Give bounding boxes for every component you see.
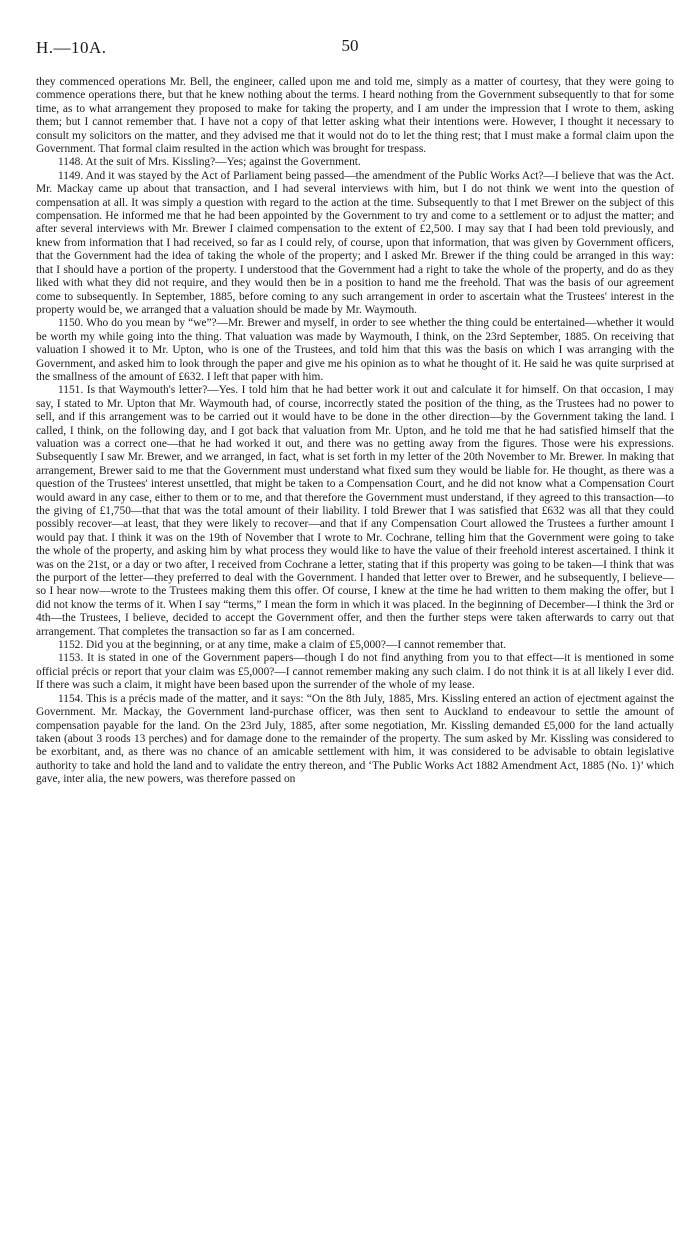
page-header: [36, 38, 664, 64]
paragraph-continuation: they commenced operations Mr. Bell, the engineer, called upon me and told me, simply as a matter of courtesy, that they were going to commence operations there, but that he knew nothing about the terms. I heard nothing from the Government subsequently to that for some time, as to what arrangement they proposed to make for taking the property, and I am under the impression that I wrote to them, asking them; but I cannot remember that. I have not a copy of that letter asking what their intentions were. However, I thought it necessary to consult my solicitors on the matter, and they advised me that it would not do to let the thing rest; that I must make a formal claim upon the Government. That formal claim resulted in the action which was brought for trespass.: [36, 76, 674, 156]
paragraph-1154: 1154. This is a précis made of the matter, and it says: “On the 8th July, 1885, Mrs. Kissling entered an action of ejectment against the Government. Mr. Mackay, the Government land-purchase officer, was then sent to Auckland to endeavour to settle the amount of compensation payable for the land. On the 23rd July, 1885, after some negotiation, Mr. Kissling demanded £5,000 for the land actually taken (about 3 roods 13 perches) and for damage done to the remainder of the property. The sum asked by Mr. Kissling was considered to be exorbitant, and, as there was no chance of an amicable settlement with him, it was considered to be advisable to obtain legislative authority to take and hold the land and to validate the entry thereon, and ‘The Public Works Act 1882 Amendment Act, 1885 (No. 1)’ which gave, inter alia, the new powers, was therefore passed on: [36, 692, 674, 786]
document-reference: H.—10A.: [36, 38, 107, 57]
document-body: [36, 76, 674, 787]
paragraph-1152: 1152. Did you at the beginning, or at any time, make a claim of £5,000?—I cannot remember that.: [58, 639, 507, 652]
page-number: 50: [341, 36, 359, 55]
paragraph-1153: 1153. It is stated in one of the Government papers—though I do not find anything from you to that effect—it is mentioned in some official précis or report that your claim was £5,000?—I cannot remember making any such claim. I do not think it is at all likely I ever did. If there was such a claim, it might have been based upon the surrender of the whole of my lease.: [36, 652, 674, 692]
paragraph-1150: 1150. Who do you mean by “we”?—Mr. Brewer and myself, in order to see whether the thing could be entertained—whether it would be worth my while going into the thing. That valuation was made by Waymouth, I think, on the 23rd September, 1885. On receiving that valuation I showed it to Mr. Upton, who is one of the Trustees, and told him that this was the basis on which I was arranging with the Government, and asked him to look through the paper and give me his opinion as to what he thought of it. He said he was quite surprised at the smallness of the amount of £632. I left that paper with him.: [36, 317, 674, 383]
paragraph-1148: 1148. At the suit of Mrs. Kissling?—Yes; against the Government.: [58, 156, 361, 169]
paragraph-1151: 1151. Is that Waymouth's letter?—Yes. I told him that he had better work it out and calculate it for himself. On that occasion, I may say, I stated to Mr. Upton that Mr. Waymouth had, of course, incorrectly stated the position of the thing, as the Trustees had no power to sell, and if this arrangement was to be carried out it would have to be done in the other direction—by the Government taking the land. I called, I think, on the following day, and I got back that valuation from Mr. Upton, and he told me that he had satisfied himself that the valuation was a correct one—that he had worked it out, and there was no getting away from the figures. Those were his expressions. Subsequently I saw Mr. Brewer, and we arranged, in fact, what is set forth in my letter of the 20th November to Mr. Brewer. In making that arrangement, Brewer said to me that the Government must understand what fixed sum they would be liable for. He thought, as there was a question of the Trustees' interest unsettled, that might be taken to a Compensation Court, and he did not know what a Compensation Court would award in any case, either to them or to me, and that therefore the Government must understand, if they agreed to this transaction—to the giving of £1,750—that that was the total amount of their liability. I told Brewer that I was satisfied that £632 was all that they could possibly recover—at least, that they were likely to recover—and that if any Compensation Court allowed the Trustees a further amount I would pay that. I think it was on the 19th of November that I wrote to Mr. Cochrane, telling him that the Government were going to take the whole of the property, and asking him by what process they would like to have the value of their freehold interest ascertained. I think it was on the 21st, or a day or two after, I received from Cochrane a letter, stating that if this property was going to be taken—I think that was the purport of the letter—they preferred to deal with the Government. I handed that letter over to Brewer, and he subsequently, I believe—so I hear now—wrote to the Trustees making them this offer. Of course, I knew at the time he had written to them making the offer, but I did not know the terms of it. When I say “terms,” I mean the form in which it was placed. In the beginning of December—I think the 3rd or 4th—the Trustees, I believe, decided to accept the Government offer, and then the further steps were taken afterwards to carry out that arrangement. That completes the transaction so far as I am concerned.: [36, 384, 674, 638]
paragraph-1149: 1149. And it was stayed by the Act of Parliament being passed—the amendment of the Public Works Act?—I believe that was the Act. Mr. Mackay came up about that transaction, and I had several interviews with him, but I do not think we went into the question of compensation at all. It was simply a question with regard to the action at the time. Subsequently to that I met Brewer on the subject of this compensation. He informed me that he had been appointed by the Government to try and come to a settlement or to adjust the matter; and after several interviews with Mr. Brewer I claimed compensation to the extent of £2,500. I may say that I had been told previously, and knew from information that I had received, so far as I could rely, of course, upon that information, that was given by Government officers, that the Government had the idea of taking the whole of the property; and I asked Mr. Brewer if the thing could be arranged in this way: that I should have a portion of the property. I understood that the Government had a right to take the whole of the property, and do as they liked with what they did not require, and they would then be in a position to hand me the freehold. That was the basis of our agreement come to subsequently. In September, 1885, before coming to any such arrangement in order to ascertain what the Trustees' interest in the property would be, we arranged that a valuation should be made by Mr. Waymouth.: [36, 169, 674, 316]
